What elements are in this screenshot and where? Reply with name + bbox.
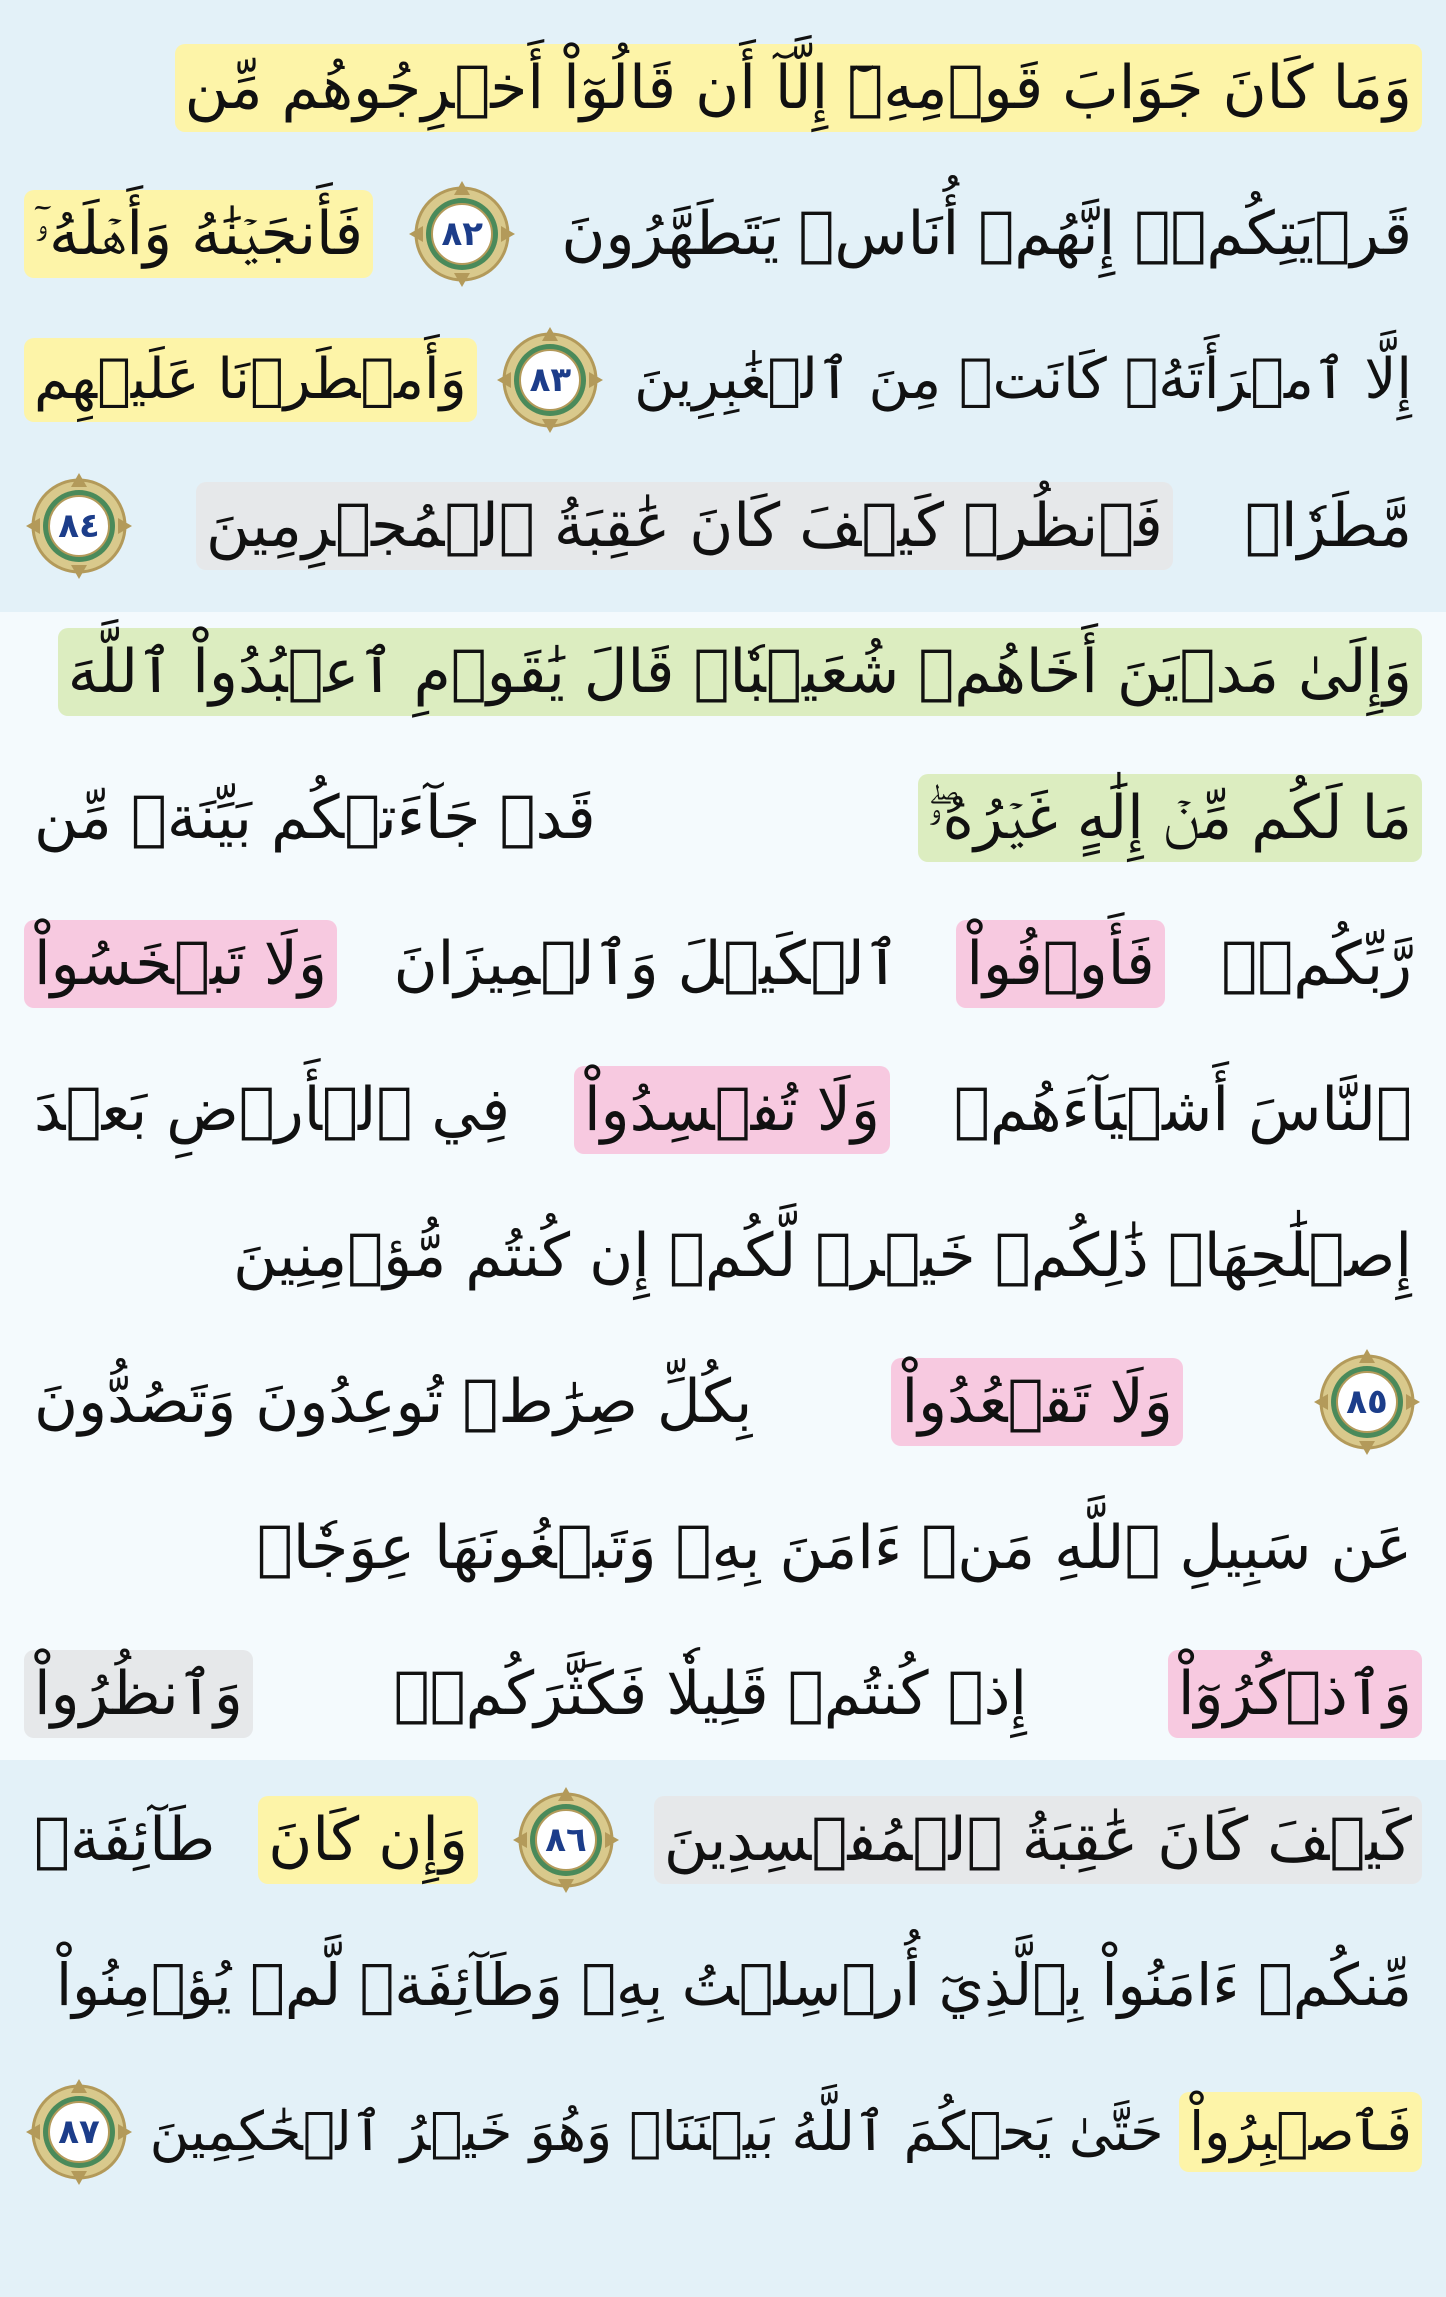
ayah-number: ٨٣ <box>529 360 572 400</box>
text-line <box>24 1332 1422 1472</box>
highlighted-verse-segment: فَٱنظُرۡ كَيۡفَ كَانَ عَٰقِبَةُ ٱلۡمُجۡرِمِينَ <box>196 482 1173 570</box>
highlighted-verse-segment: فَأَنجَيۡنَٰهُ وَأَهۡلَهُۥٓ <box>24 190 373 278</box>
ayah-marker-icon <box>407 179 517 289</box>
verse-segment: فِي ٱلۡأَرۡضِ بَعۡدَ <box>34 1075 511 1145</box>
text-line <box>24 1186 1422 1326</box>
ayah-marker-icon <box>24 2077 134 2187</box>
ayah-marker-icon <box>1312 1347 1422 1457</box>
highlighted-verse-segment: وَإِن كَانَ <box>258 1796 478 1884</box>
text-line <box>24 1478 1422 1618</box>
verse-segment: ٱلنَّاسَ أَشۡيَآءَهُمۡ <box>953 1075 1412 1145</box>
text-line <box>24 164 1422 304</box>
highlighted-verse-segment: فَٱصۡبِرُواْ <box>1179 2092 1422 2173</box>
text-line <box>24 1770 1422 1910</box>
ayah-number: ٨٧ <box>58 2112 100 2152</box>
text-line <box>24 456 1422 596</box>
highlighted-verse-segment: وَلَا تَقۡعُدُواْ <box>891 1358 1182 1446</box>
text-line <box>24 894 1422 1034</box>
ayah-number: ٨٥ <box>1346 1382 1388 1422</box>
highlighted-verse-segment: وَأَمۡطَرۡنَا عَلَيۡهِم <box>24 338 477 421</box>
text-line <box>24 2062 1422 2202</box>
ayah-number: ٨٢ <box>441 214 483 254</box>
ayah-number: ٨٦ <box>545 1820 587 1860</box>
highlighted-verse-segment: وَلَا تَبۡخَسُواْ <box>24 920 337 1008</box>
text-line <box>24 310 1422 450</box>
text-line <box>24 748 1422 888</box>
verse-segment: إِذۡ كُنتُمۡ قَلِيلٗا فَكَثَّرَكُمۡۖ <box>393 1659 1027 1729</box>
verse-segment: مِّنكُمۡ ءَامَنُواْ بِٱلَّذِيٓ أُرۡسِلۡتُ بِهِۦ وَطَآئِفَةٞ لَّمۡ يُؤۡمِنُواْ <box>56 1951 1412 2020</box>
highlighted-verse-segment: فَأَوۡفُواْ <box>956 920 1164 1008</box>
highlighted-verse-segment: وَإِلَىٰ مَدۡيَنَ أَخَاهُمۡ شُعَيۡبٗاۚ قَالَ يَٰقَوۡمِ ٱعۡبُدُواْ ٱللَّهَ <box>58 628 1422 716</box>
text-line <box>24 1040 1422 1180</box>
text-line <box>24 1916 1422 2056</box>
highlighted-verse-segment: وَمَا كَانَ جَوَابَ قَوۡمِهِۦٓ إِلَّآ أَن قَالُوٓاْ أَخۡرِجُوهُم مِّن <box>175 44 1422 132</box>
verse-segment: قَرۡيَتِكُمۡۖ إِنَّهُمۡ أُنَاسٞ يَتَطَهَّرُونَ <box>561 199 1412 269</box>
highlighted-verse-segment: كَيۡفَ كَانَ عَٰقِبَةُ ٱلۡمُفۡسِدِينَ <box>654 1796 1422 1884</box>
verse-segment: ٱلۡكَيۡلَ وَٱلۡمِيزَانَ <box>393 929 900 999</box>
verse-segment: عَن سَبِيلِ ٱللَّهِ مَنۡ ءَامَنَ بِهِۦ وَتَبۡغُونَهَا عِوَجٗاۚ <box>256 1513 1412 1583</box>
ayah-number: ٨٤ <box>58 506 100 546</box>
ayah-marker-icon <box>511 1785 621 1895</box>
highlighted-verse-segment: وَٱذۡكُرُوٓاْ <box>1168 1650 1422 1738</box>
verse-segment: رَّبِّكُمۡۖ <box>1221 929 1412 999</box>
ayah-marker-icon <box>24 471 134 581</box>
verse-segment: قَدۡ جَآءَتۡكُم بَيِّنَةٞ مِّن <box>34 783 596 853</box>
text-line <box>24 602 1422 742</box>
highlighted-verse-segment: وَٱنظُرُواْ <box>24 1650 253 1738</box>
verse-segment: بِكُلِّ صِرَٰطٖ تُوعِدُونَ وَتَصُدُّونَ <box>34 1367 753 1437</box>
verse-segment: إِصۡلَٰحِهَاۚ ذَٰلِكُمۡ خَيۡرٞ لَّكُمۡ إِن كُنتُم مُّؤۡمِنِينَ <box>233 1221 1412 1291</box>
highlighted-verse-segment: وَلَا تُفۡسِدُواْ <box>574 1066 890 1154</box>
ayah-marker-icon <box>495 325 605 435</box>
verse-segment: مَّطَرٗاۖ <box>1244 491 1412 561</box>
verse-segment: إِلَّا ٱمۡرَأَتَهُۥ كَانَتۡ مِنَ ٱلۡغَٰبِرِينَ <box>634 347 1412 413</box>
verse-segment: طَآئِفَةٞ <box>34 1805 216 1875</box>
verse-segment: حَتَّىٰ يَحۡكُمَ ٱللَّهُ بَيۡنَنَاۚ وَهُوَ خَيۡرُ ٱلۡحَٰكِمِينَ <box>149 2099 1164 2163</box>
text-line <box>24 1624 1422 1764</box>
highlighted-verse-segment: مَا لَكُم مِّنۡ إِلَٰهٍ غَيۡرُهُۥۖ <box>918 774 1422 862</box>
text-line <box>24 18 1422 158</box>
